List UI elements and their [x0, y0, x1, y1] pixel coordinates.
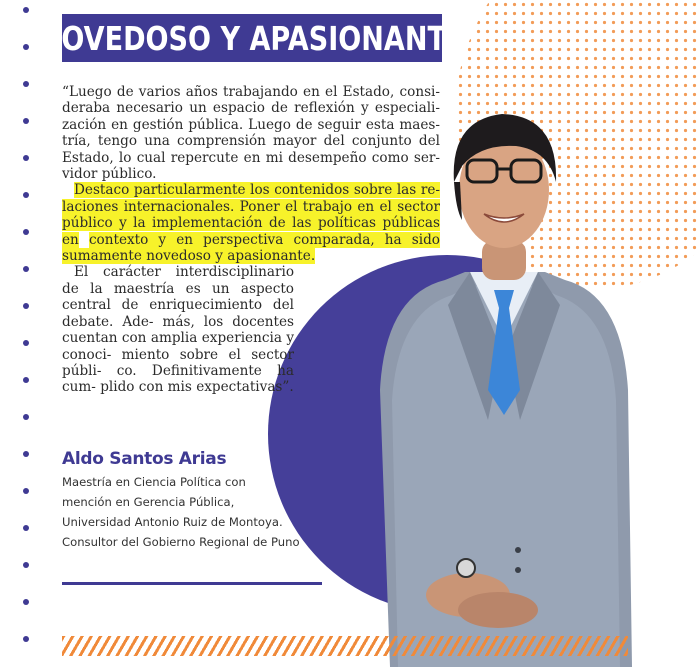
author-bio — [62, 472, 302, 552]
bio-line: Consultor del Gobierno Regional de Puno — [62, 535, 300, 549]
author-name: Aldo Santos Arias — [62, 449, 227, 469]
left-dot-column — [0, 0, 50, 667]
divider-line — [62, 582, 322, 585]
portrait-photo — [370, 90, 635, 667]
quote-paragraph-1: “Luego de varios años trabajando en el Estado, consi- deraba necesario un espacio de reflexión y especiali- zación en gestión pública. Luego de seguir esta maes- tría, tengo una comprensión mayor del conjunto del Estado, lo cual repercute en mi desempeño como ser- vidor público. — [62, 84, 440, 183]
headline: NOVEDOSO Y APASIONANTE — [39, 18, 465, 58]
quote-paragraph-2-highlighted: Destaco particularmente los contenidos sobre las re- laciones internacionales. Poner el trabajo en el sector público y la implementación de las políticas públicas en contexto y en perspectiva comparada, ha sido sumamente novedoso y apasionante. — [62, 182, 440, 265]
bio-line: Maestría en Ciencia Política con — [62, 475, 246, 489]
bio-line: Universidad Antonio Ruiz de Montoya. — [62, 515, 283, 529]
diagonal-stripe-band — [62, 636, 628, 656]
quote-paragraph-3: El carácter interdisciplinario de la maestría es un aspecto central de enriquecimiento del debate. Ade- más, los docentes cuentan con amplia experiencia y conoci- miento sobre el sector públi- co. Definitivamente ha cum- plido con mis expectativas”. — [62, 264, 294, 396]
headline-banner — [39, 14, 465, 62]
bio-line: mención en Gerencia Pública, — [62, 495, 235, 509]
